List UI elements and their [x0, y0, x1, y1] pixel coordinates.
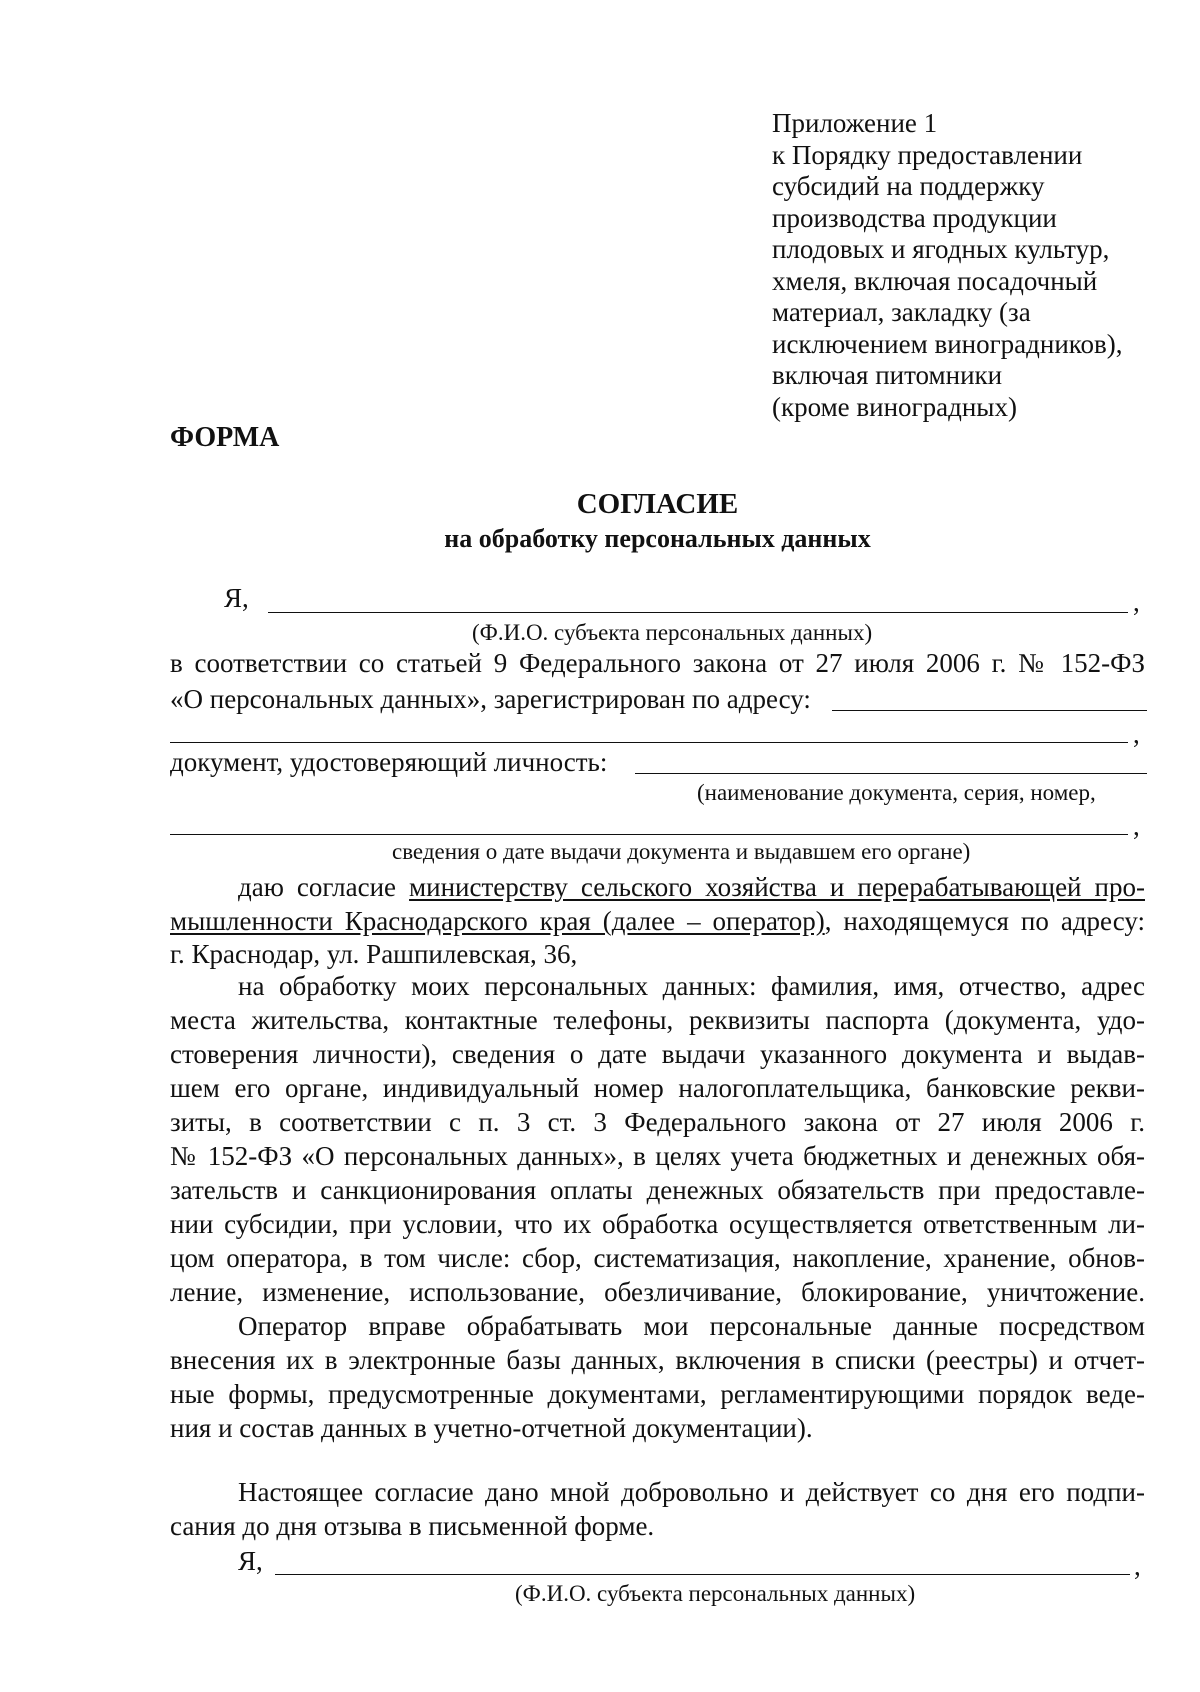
annex-block [772, 108, 1123, 423]
document-caption-2: сведения о дате выдачи документа и выдавшем его органе) [392, 839, 971, 864]
operator-located: , находящемуся по адресу: [824, 906, 1145, 936]
signature-fio-field-line[interactable] [275, 1574, 1130, 1575]
processing-line: на обработку моих персональных данных: фамилия, имя, отчество, адрес [238, 971, 1145, 1001]
annex-line: субсидий на поддержку [772, 171, 1045, 201]
document-caption-1: (наименование документа, серия, номер, [697, 780, 1096, 805]
processing-line: зиты, в соответствии с п. 3 ст. 3 Федерального закона от 27 июля 2006 г. [170, 1107, 1145, 1137]
processing-line: ление, изменение, использование, обезличивание, блокирование, уничтожение. [170, 1277, 1145, 1307]
annex-line: хмеля, включая посадочный [772, 265, 1098, 296]
annex-line: Приложение 1 [772, 108, 938, 138]
operator-name-part-2: мышленности Краснодарского края (далее – оператор) [170, 906, 825, 936]
address-label: «О персональных данных», зарегистрирован по адресу: [170, 684, 811, 714]
operator-rights-line: внесения их в электронные базы данных, включения в списки (реестры) и отчет- [170, 1345, 1145, 1375]
consent-lead: даю согласие [238, 872, 396, 902]
processing-line: нии субсидии, при условии, что их обработка осуществляется ответственным ли- [170, 1209, 1145, 1239]
processing-line: цом оператора, в том числе: сбор, систематизация, накопление, хранение, обнов- [170, 1243, 1145, 1273]
law-line: в соответствии со статьей 9 Федерального закона от 27 июля 2006 г. № 152-ФЗ [170, 648, 1145, 678]
document-field-line-2[interactable] [170, 834, 1128, 835]
document-subtitle: на обработку персональных данных [444, 524, 871, 553]
operator-rights-line: Оператор вправе обрабатывать мои персональные данные посредством [238, 1311, 1145, 1341]
processing-line: места жительства, контактные телефоны, реквизиты паспорта (документа, удо- [170, 1005, 1145, 1035]
operator-rights-line: ния и состав данных в учетно-отчетной документации). [170, 1413, 813, 1443]
processing-line: шем его органе, индивидуальный номер налогоплательщика, банковские рекви- [170, 1073, 1145, 1103]
validity-line: сания до дня отзыва в письменной форме. [170, 1511, 655, 1541]
consent-line-2 [170, 905, 1145, 937]
fio-suffix: , [1133, 587, 1140, 617]
processing-line: № 152-ФЗ «О персональных данных», в целях учета бюджетных и денежных обя- [170, 1141, 1145, 1171]
signature-fio-suffix: , [1134, 1551, 1141, 1581]
document-label: документ, удостоверяющий личность: [170, 747, 608, 777]
document-field-line-1[interactable] [635, 773, 1147, 774]
validity-line: Настоящее согласие дано мной добровольно и действует со дня его подпи- [238, 1477, 1145, 1507]
processing-line: стоверения личности), сведения о дате выдачи указанного документа и выдав- [170, 1039, 1145, 1069]
fio-prefix: Я, [224, 583, 249, 613]
annex-line: производства продукции [772, 202, 1057, 233]
document-title: СОГЛАСИЕ [576, 488, 739, 520]
operator-address: г. Краснодар, ул. Рашпилевская, 36, [170, 939, 578, 969]
address-comma: , [1133, 719, 1140, 749]
form-label: ФОРМА [170, 422, 280, 453]
signature-fio-prefix: Я, [238, 1546, 263, 1576]
fio-field-line[interactable] [268, 612, 1128, 613]
fio-caption: (Ф.И.О. субъекта персональных данных) [472, 620, 873, 645]
operator-name-part-1: министерству сельского хозяйства и перерабатывающей про- [409, 872, 1145, 902]
operator-rights-line: ные формы, предусмотренные документами, регламентирующими порядок веде- [170, 1379, 1145, 1409]
annex-line: плодовых и ягодных культур, [772, 234, 1110, 264]
document-comma: , [1133, 811, 1140, 841]
annex-line: материал, закладку (за [772, 297, 1031, 327]
annex-line: исключением виноградников), [772, 328, 1123, 359]
annex-line: включая питомники [772, 360, 1003, 390]
address-field-line-2[interactable] [170, 742, 1128, 743]
consent-line-1 [170, 871, 1145, 903]
address-field-line-1[interactable] [832, 710, 1147, 711]
annex-line: (кроме виноградных) [772, 391, 1017, 422]
processing-line: зательств и санкционирования оплаты денежных обязательств при предоставле- [170, 1175, 1145, 1205]
annex-line: к Порядку предоставлении [772, 139, 1083, 170]
signature-fio-caption: (Ф.И.О. субъекта персональных данных) [515, 1581, 916, 1606]
